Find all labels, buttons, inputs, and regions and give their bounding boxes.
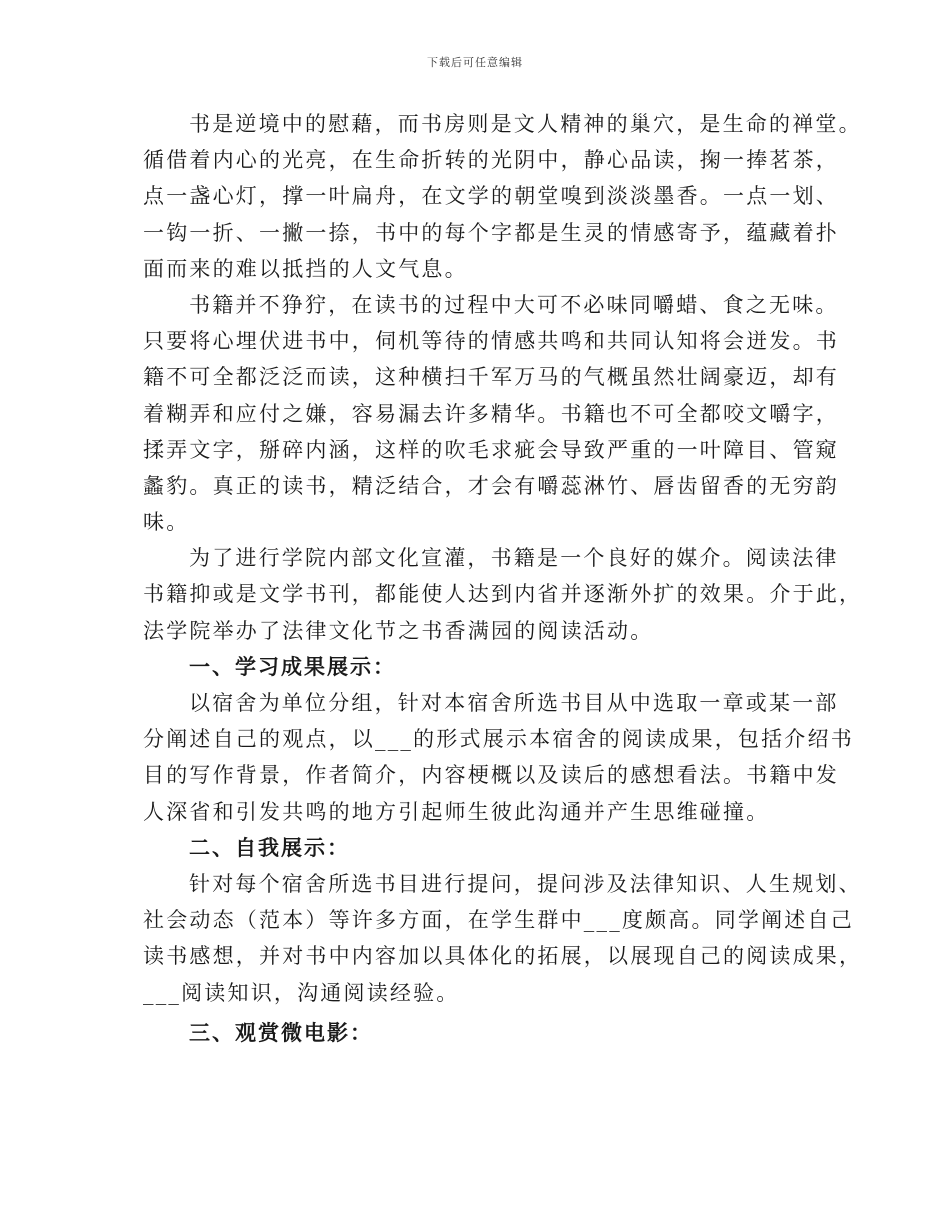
section: [143, 649, 854, 830]
document-body: [143, 106, 863, 1051]
paragraph: [143, 287, 839, 540]
text-line: 书籍抑或是文学书刊，都能使人达到内省并逐渐外扩的效果。介于此，: [143, 582, 863, 607]
text-line: 社会动态（范本）等许多方面，在学生群中___度颇高。同学阐述自己: [143, 908, 854, 933]
text-line: 为了进行学院内部文化宣灌，书籍是一个良好的媒介。阅读法律: [189, 546, 839, 571]
text-line: 分阐述自己的观点，以___的形式展示本宿舍的阅读成果，包括介绍书: [143, 727, 854, 752]
text-line: 着糊弄和应付之嫌，容易漏去许多精华。书籍也不可全都咬文嚼字，: [143, 401, 839, 426]
section-heading: 一、学习成果展示：: [189, 654, 396, 679]
text-line: 目的写作背景，作者简介，内容梗概以及读后的感想看法。书籍中发: [143, 763, 839, 788]
page-header: 下载后可任意编辑: [427, 56, 523, 69]
text-line: 味。: [143, 510, 190, 535]
paragraph: [143, 540, 863, 649]
text-line: ___阅读知识，沟通阅读经验。: [143, 980, 460, 1005]
paragraph: [143, 106, 862, 287]
section-heading: 三、观赏微电影：: [189, 1020, 373, 1045]
section-heading: 二、自我展示：: [189, 835, 350, 860]
text-line: 只要将心埋伏进书中，伺机等待的情感共鸣和共同认知将会迸发。书: [143, 329, 839, 354]
text-line: 以宿舍为单位分组，针对本宿舍所选书目从中选取一章或某一部: [189, 691, 839, 715]
text-line: 一钩一折、一撇一捺，书中的每个字都是生灵的情感寄予，蕴藏着扑: [143, 220, 839, 245]
text-line: 籍不可全都泛泛而读，这种横扫千军万马的气概虽然壮阔豪迈，却有: [143, 365, 839, 390]
text-line: 读书感想，并对书中内容加以具体化的拓展，以展现自己的阅读成果，: [143, 944, 863, 969]
text-line: 人深省和引发共鸣的地方引起师生彼此沟通并产生思维碰撞。: [143, 799, 770, 824]
text-line: 蠡豹。真正的读书，精泛结合，才会有嚼蕊淋竹、唇齿留香的无穷韵: [143, 473, 839, 498]
text-line: 循借着内心的光亮，在生命折转的光阴中，静心品读，掬一捧茗茶，: [143, 148, 839, 173]
text-line: 书籍并不狰狞，在读书的过程中大可不必味同嚼蜡、食之无味。: [189, 292, 839, 317]
text-line: 法学院举办了法律文化节之书香满园的阅读活动。: [143, 618, 654, 643]
text-line: 面而来的难以抵挡的人文气息。: [143, 256, 468, 281]
section: [143, 830, 863, 1011]
text-line: 针对每个宿舍所选书目进行提问，提问涉及法律知识、人生规划、: [189, 871, 862, 896]
text-line: 点一盏心灯，撑一叶扁舟，在文学的朝堂嗅到淡淡墨香。一点一划、: [143, 184, 839, 209]
section: [143, 1011, 803, 1051]
text-line: 书是逆境中的慰藉，而书房则是文人精神的巢穴，是生命的禅堂。: [189, 112, 862, 136]
text-line: 揉弄文字，掰碎内涵，这样的吹毛求疵会导致严重的一叶障目、管窥: [143, 437, 839, 462]
